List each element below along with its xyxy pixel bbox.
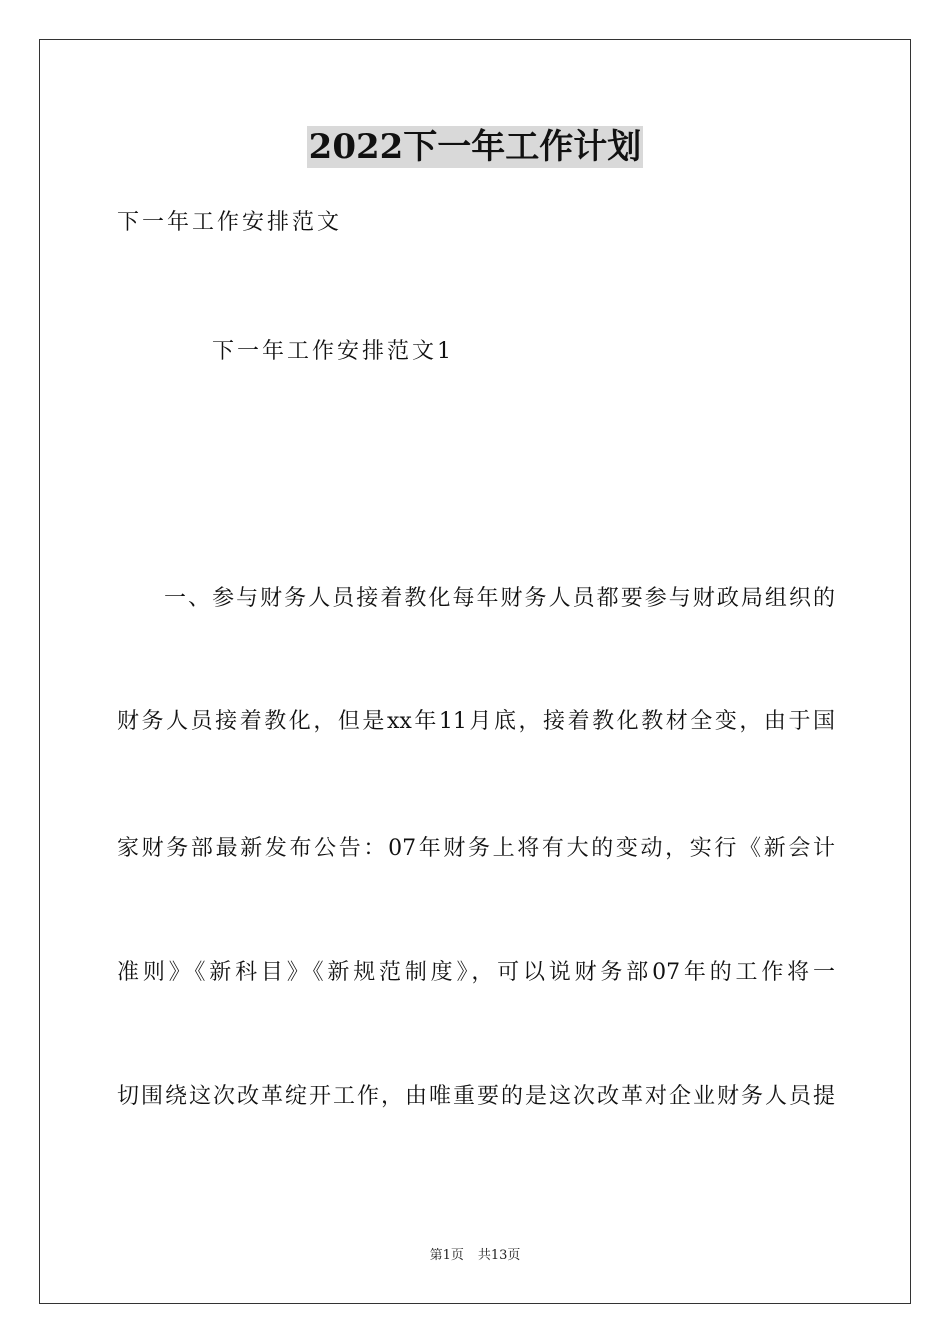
title-container [0,126,950,168]
body-line: 家财务部最新发布公告：07年财务上将有大的变动，实行《新会计 [117,836,835,861]
section-heading: 下一年工作安排范文1 [212,339,454,364]
page-footer [0,1247,950,1265]
body-line: 一、参与财务人员接着教化每年财务人员都要参与财政局组织的 [164,586,835,611]
body-line: 财务人员接着教化，但是xx年11月底，接着教化教材全变，由于国 [117,709,835,734]
document-subtitle: 下一年工作安排范文 [117,210,343,235]
body-line: 准则》《新科目》《新规范制度》，可以说财务部07年的工作将一 [117,960,835,985]
page-number: 第1页 [429,1248,464,1263]
page-total: 共13页 [477,1248,521,1263]
body-line: 切围绕这次改革绽开工作，由唯重要的是这次改革对企业财务人员提 [117,1084,835,1109]
document-title: 2022下一年工作计划 [308,127,642,167]
